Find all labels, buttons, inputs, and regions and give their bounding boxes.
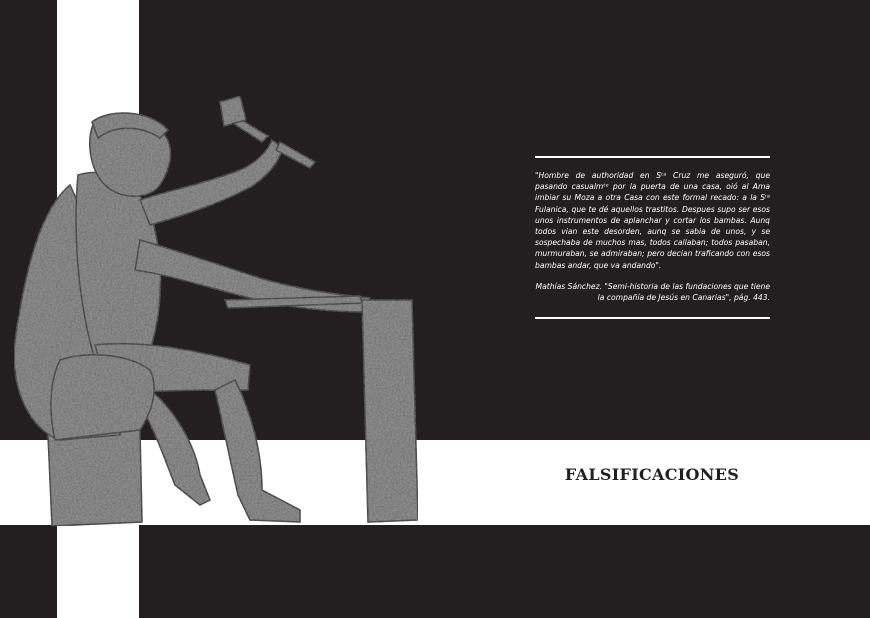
quote-top-rule [535,156,770,158]
quote-text: "Hombre de authoridad en Sᵗᵃ Cruz me aseguró, que pasando casualmᵗᵉ por la puerta de una casa, oió al Ama imbiar su Moza a otra Casa con este formal recado: a la Sʳᵃ Fulanica, que te dé aquellos trastitos. Despues supo ser esos unos instrumentos de aplanchar y cortar los bambas. Aunq todos vian este desorden, aunq se sabia de unos, y se sospechaba de muchos mas, todos callaban; todos pasaban, murmuraban, se admiraban; pero decian traficando con esos bambas andar, que va andando". [535,171,770,270]
hammer-head [220,96,246,126]
section-title: FALSIFICACIONES [564,465,740,484]
craftsman-relief-illustration [0,90,440,540]
stool [48,430,142,526]
tunic [51,355,154,440]
chisel-top [276,142,315,168]
quote-bottom-rule [535,317,770,319]
quote-box [535,156,770,319]
quote-citation: Mathías Sánchez. "Semi-historia de las fundaciones que tiene la compañía de Jesús en Canarias", pág. 443. [535,281,770,303]
anvil-block [362,300,418,522]
lower-leg [215,380,300,522]
